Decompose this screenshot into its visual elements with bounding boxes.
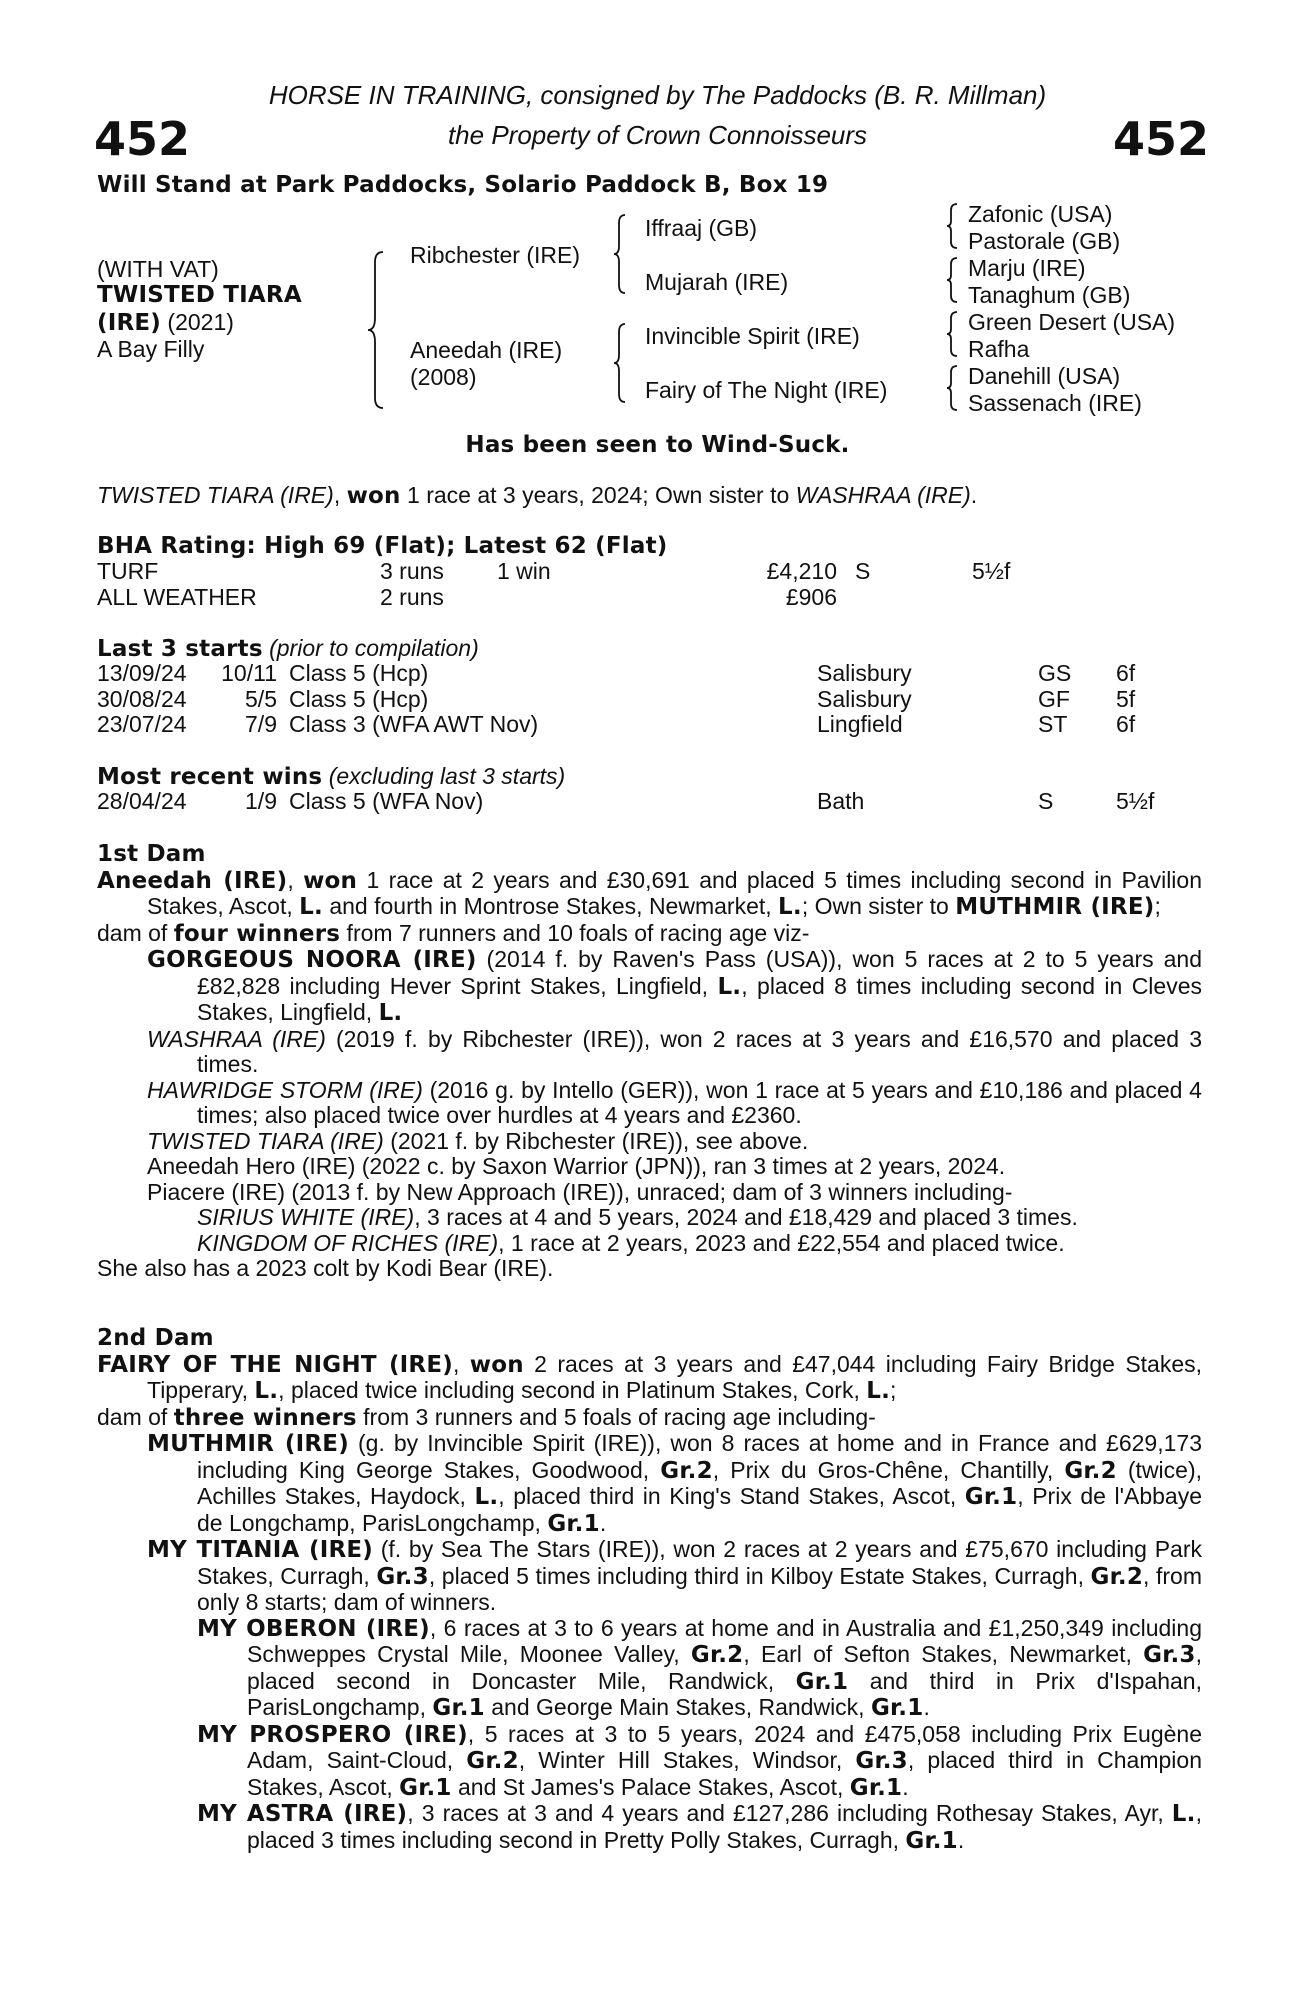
text-run: 1 race at 2 years and £30,691 and placed 5 times including second in Pavilion Stakes, Ascot, [147, 866, 1202, 919]
start-going: GF [1038, 685, 1070, 712]
dam-year: (2008) [410, 364, 477, 390]
text-run: and St James's Palace Stakes, Ascot, [451, 1773, 850, 1800]
second-dam-produce-intro [97, 1405, 1202, 1432]
start-distance: 6f [1116, 711, 1136, 737]
ped-dds: Danehill (USA) [968, 363, 1121, 389]
start-position: 5/5 [245, 685, 277, 712]
bold-text: Gr.2 [690, 1642, 744, 1668]
rating-surface: TURF [97, 558, 159, 584]
first-dam-foal-note [97, 1256, 1202, 1282]
bold-text: L. [378, 1000, 403, 1026]
bold-text: MY TITANIA (IRE) [147, 1537, 373, 1563]
bold-text: MY OBERON (IRE) [197, 1615, 430, 1642]
text-run: Aneedah Hero (IRE) (2022 c. by Saxon Warrior (JPN)), ran 3 times at 2 years, 2024. [147, 1153, 1006, 1179]
text-run: , Winter Hill Stakes, Windsor, [518, 1747, 856, 1773]
first-dam-produce-intro [97, 921, 1202, 948]
start-position: 10/11 [221, 660, 277, 686]
text-run: ; Own sister to [801, 893, 956, 919]
start-course: Salisbury [817, 660, 912, 686]
text-run: , placed third in Champion Stakes, Ascot, [247, 1747, 1202, 1800]
bold-text: Gr.3 [855, 1748, 908, 1774]
text-run: (2014 f. by Raven's Pass (USA)), won 5 races at 2 to 5 years and £82,828 including Hever Sprint Stakes, Lingfield, [197, 946, 1202, 999]
first-dam-section [97, 842, 1202, 1282]
bold-text: Gr.2 [660, 1457, 713, 1484]
consignor-line: HORSE IN TRAINING, consigned by The Paddocks (B. R. Millman) [268, 80, 1047, 110]
text-run: , placed third in King's Stand Stakes, Ascot, [498, 1483, 965, 1509]
ped-ddd: Sassenach (IRE) [968, 390, 1142, 416]
text-run: , placed 5 times including third in Kilboy Estate Stakes, Curragh, [428, 1562, 1091, 1589]
text-run: She also has a 2023 colt by Kodi Bear (IRE). [97, 1255, 554, 1281]
last3-note: (prior to compilation) [262, 635, 479, 661]
bold-text: GORGEOUS NOORA (IRE) [147, 947, 477, 973]
bold-text: L. [254, 1378, 279, 1404]
bold-text: Aneedah (IRE) [97, 867, 288, 894]
produce-entry [97, 1537, 1202, 1616]
ped-dss: Green Desert (USA) [968, 309, 1176, 335]
start-going: ST [1038, 711, 1068, 737]
wind-suck-note: Has been seen to Wind-Suck. [465, 432, 850, 458]
produce-entry [97, 1078, 1202, 1129]
text-run: and third in Prix d'Ispahan, ParisLongchamp, [247, 1667, 1202, 1720]
text-run: , placed second in Doncaster Mile, Randwick, [247, 1641, 1202, 1694]
produce-entry [97, 1154, 1202, 1180]
bha-rating: BHA Rating: High 69 (Flat); Latest 62 (Flat) [97, 533, 668, 559]
text-run: , from only 8 starts; dam of winners. [197, 1562, 1202, 1615]
first-dam-heading: 1st Dam [97, 841, 206, 867]
grand-produce-entry [97, 1801, 1202, 1854]
second-dam-heading: 2nd Dam [97, 1325, 214, 1351]
bold-text: Gr.1 [905, 1827, 958, 1854]
sire-sire: Iffraaj (GB) [645, 215, 758, 241]
recent-title: Most recent wins [97, 764, 323, 790]
pedigree-brace-sd [945, 256, 959, 304]
start-date: 30/08/24 [97, 685, 187, 712]
bold-text: Gr.3 [376, 1563, 429, 1590]
bold-text: L. [866, 1378, 891, 1404]
summary-won: won [346, 483, 401, 509]
rating-dist: 5½f [972, 558, 1011, 584]
produce-entry [97, 1431, 1202, 1537]
bold-text: MY ASTRA (IRE) [197, 1801, 408, 1827]
bold-text: Gr.3 [1143, 1642, 1196, 1668]
first-dam-record [97, 868, 1202, 921]
ped-sdd: Tanaghum (GB) [968, 282, 1131, 308]
dam-sire: Invincible Spirit (IRE) [645, 323, 860, 349]
rating-prize: £4,210 [766, 558, 837, 584]
bold-text: four winners [173, 920, 341, 947]
summary-sister: WASHRAA (IRE) [795, 482, 971, 508]
start-date: 23/07/24 [97, 711, 187, 737]
bold-text: L. [474, 1484, 499, 1510]
horse-description: A Bay Filly [97, 336, 205, 362]
text-run: . [957, 1826, 965, 1853]
bold-text: Gr.1 [547, 1510, 600, 1537]
text-run: (2016 g. by Intello (GER)), won 1 race at 5 years and £10,186 and placed 4 times; also placed twice over hurdles at 4 years and £2360. [197, 1076, 1202, 1128]
text-run: , placed twice including second in Platinum Stakes, Cork, [278, 1377, 867, 1403]
text-run: Piacere (IRE) (2013 f. by New Approach (IRE)), unraced; dam of 3 winners including- [147, 1178, 1013, 1205]
text-run: , Earl of Sefton Stakes, Newmarket, [743, 1641, 1144, 1667]
horse-country: (IRE) [97, 310, 162, 336]
bold-text: L. [778, 894, 802, 920]
text-run: (2019 f. by Ribchester (IRE)), won 2 races at 3 years and £16,570 and placed 3 times. [197, 1025, 1202, 1077]
italic-text: SIRIUS WHITE (IRE) [197, 1204, 415, 1230]
bold-text: Gr.1 [795, 1668, 849, 1695]
ped-ssd: Pastorale (GB) [968, 228, 1121, 254]
pedigree-brace-main [366, 250, 386, 410]
start-class: Class 5 (Hcp) [289, 660, 429, 686]
start-going: GS [1038, 660, 1072, 686]
produce-entry [97, 1027, 1202, 1078]
horse-country-year [97, 310, 234, 337]
bold-text: Gr.1 [964, 1484, 1018, 1510]
bold-text: L. [299, 894, 323, 920]
grand-produce-entry [97, 1231, 1202, 1257]
pedigree-brace-ds [945, 310, 959, 358]
text-run: , Prix de l'Abbaye de Longchamp, ParisLongchamp, [197, 1483, 1202, 1536]
last3-heading [97, 636, 479, 663]
text-run: , placed 8 times including second in Cleves Stakes, Lingfield, [197, 972, 1203, 1025]
pedigree-brace-dd [945, 364, 959, 412]
pedigree-brace-dam [612, 322, 628, 404]
bold-text: Gr.1 [870, 1695, 924, 1721]
summary-text: 1 race at 3 years, 2024; Own sister to [400, 482, 796, 508]
win-position: 1/9 [245, 788, 277, 814]
last3-title: Last 3 starts [97, 636, 263, 662]
bold-text: three winners [173, 1404, 357, 1431]
grand-produce-entry [97, 1616, 1202, 1722]
dam-dam: Fairy of The Night (IRE) [645, 377, 888, 403]
win-class: Class 5 (WFA Nov) [289, 788, 484, 814]
text-run: , 3 races at 3 and 4 years and £127,286 including Rothesay Stakes, Ayr, [407, 1800, 1172, 1826]
produce-entry [97, 947, 1202, 1027]
dam: Aneedah (IRE) [410, 337, 563, 363]
produce-entry [97, 1129, 1202, 1155]
second-dam-section [97, 1326, 1202, 1854]
text-run: , [452, 1350, 470, 1377]
text-run: ; [890, 1377, 897, 1403]
text-run: dam of [97, 919, 174, 946]
bold-text: FAIRY OF THE NIGHT (IRE) [97, 1351, 453, 1378]
text-run: , Prix du Gros-Chêne, Chantilly, [712, 1456, 1065, 1483]
second-dam-record [97, 1352, 1202, 1405]
text-run: , placed 3 times including second in Pretty Polly Stakes, Curragh, [247, 1800, 1202, 1853]
start-course: Lingfield [817, 711, 903, 737]
text-run: (twice), Achilles Stakes, Haydock, [197, 1456, 1203, 1509]
rating-runs: 2 runs [380, 583, 444, 610]
lot-number-right: 452 [1113, 112, 1210, 166]
stand-location: Will Stand at Park Paddocks, Solario Paddock B, Box 19 [97, 172, 829, 198]
italic-text: WASHRAA (IRE) [147, 1025, 326, 1052]
recent-heading [97, 764, 565, 791]
bold-text: Gr.1 [432, 1695, 485, 1721]
text-run: , [287, 866, 304, 893]
italic-text: KINGDOM OF RICHES (IRE) [197, 1229, 499, 1256]
produce-entry [97, 1180, 1202, 1206]
text-run: , 3 races at 4 and 5 years, 2024 and £18,429 and placed 3 times. [414, 1204, 1078, 1230]
horse-name: TWISTED TIARA [97, 282, 302, 308]
summary-sep: , [333, 482, 347, 508]
sire: Ribchester (IRE) [410, 242, 580, 268]
start-class: Class 5 (Hcp) [289, 685, 429, 712]
summary-horse: TWISTED TIARA (IRE) [97, 482, 334, 508]
text-run: ; [1154, 893, 1161, 919]
italic-text: TWISTED TIARA (IRE) [147, 1127, 384, 1154]
text-run: . [923, 1694, 930, 1720]
win-date: 28/04/24 [97, 788, 187, 814]
start-date: 13/09/24 [97, 660, 187, 686]
text-run: , 6 races at 3 to 6 years at home and in Australia and £1,250,349 including Schweppes Crystal Mile, Moonee Valley, [247, 1614, 1202, 1667]
rating-surface: ALL WEATHER [97, 583, 257, 610]
rating-runs: 3 runs [380, 558, 444, 584]
text-run: (f. by Sea The Stars (IRE)), won 2 races at 2 years and £75,670 including Park Stakes, Curragh, [197, 1536, 1202, 1589]
bold-text: L. [717, 973, 742, 1000]
pedigree-brace-sire [612, 213, 628, 295]
start-distance: 5f [1116, 685, 1136, 712]
text-run: . [902, 1773, 909, 1800]
text-run: dam of [97, 1403, 174, 1430]
bold-text: won [469, 1351, 524, 1378]
bold-text: L. [1171, 1801, 1196, 1827]
start-course: Salisbury [817, 685, 912, 712]
ped-sss: Zafonic (USA) [968, 201, 1113, 227]
italic-text: HAWRIDGE STORM (IRE) [147, 1076, 423, 1103]
recent-note: (excluding last 3 starts) [322, 763, 566, 789]
text-run: and George Main Stakes, Randwick, [484, 1694, 871, 1720]
rating-wins: 1 win [497, 558, 551, 584]
text-run: (g. by Invincible Spirit (IRE)), won 8 races at home and in France and £629,173 including King George Stakes, Goodwood, [197, 1430, 1202, 1483]
pedigree-brace-ss [945, 202, 959, 250]
start-position: 7/9 [245, 711, 277, 737]
text-run: from 3 runners and 5 foals of racing age including- [356, 1403, 876, 1430]
bold-text: Gr.1 [399, 1774, 452, 1801]
bold-text: won [303, 867, 358, 894]
rating-prize: £906 [785, 583, 837, 610]
text-run: from 7 runners and 10 foals of racing age viz- [340, 919, 810, 946]
grand-produce-entry [97, 1205, 1202, 1231]
bold-text: Gr.2 [1064, 1457, 1117, 1484]
sire-dam: Mujarah (IRE) [645, 269, 789, 295]
ped-dsd: Rafha [968, 336, 1030, 362]
text-run: 2 races at 3 years and £47,044 including Fairy Bridge Stakes, Tipperary, [147, 1350, 1203, 1403]
summary-end: . [970, 482, 978, 508]
text-run: , 1 race at 2 years, 2023 and £22,554 and placed twice. [498, 1229, 1065, 1256]
text-run: (2021 f. by Ribchester (IRE)), see above. [383, 1127, 809, 1154]
bold-text: MUTHMIR (IRE) [147, 1431, 349, 1457]
bold-text: Gr.2 [1090, 1563, 1144, 1590]
bold-text: Gr.1 [849, 1774, 903, 1801]
bold-text: Gr.2 [466, 1748, 519, 1774]
grand-produce-entry [97, 1722, 1202, 1802]
property-line: the Property of Crown Connoisseurs [447, 120, 868, 150]
bold-text: MY PROSPERO (IRE) [197, 1721, 468, 1748]
horse-year: (2021) [161, 309, 234, 335]
ped-sds: Marju (IRE) [968, 255, 1086, 281]
text-run: and fourth in Montrose Stakes, Newmarket, [322, 893, 779, 919]
race-summary [97, 483, 977, 510]
start-class: Class 3 (WFA AWT Nov) [289, 711, 539, 737]
text-run: , 5 races at 3 to 5 years, 2024 and £475,058 including Prix Eugène Adam, Saint-Cloud, [247, 1720, 1202, 1773]
vat-label: (WITH VAT) [97, 256, 219, 282]
win-distance: 5½f [1116, 788, 1155, 814]
lot-number-left: 452 [94, 112, 191, 166]
start-distance: 6f [1116, 660, 1136, 686]
win-going: S [1038, 788, 1054, 814]
bold-text: MUTHMIR (IRE) [955, 894, 1155, 920]
text-run: . [599, 1509, 607, 1536]
rating-going: S [855, 558, 871, 584]
win-course: Bath [817, 788, 865, 814]
